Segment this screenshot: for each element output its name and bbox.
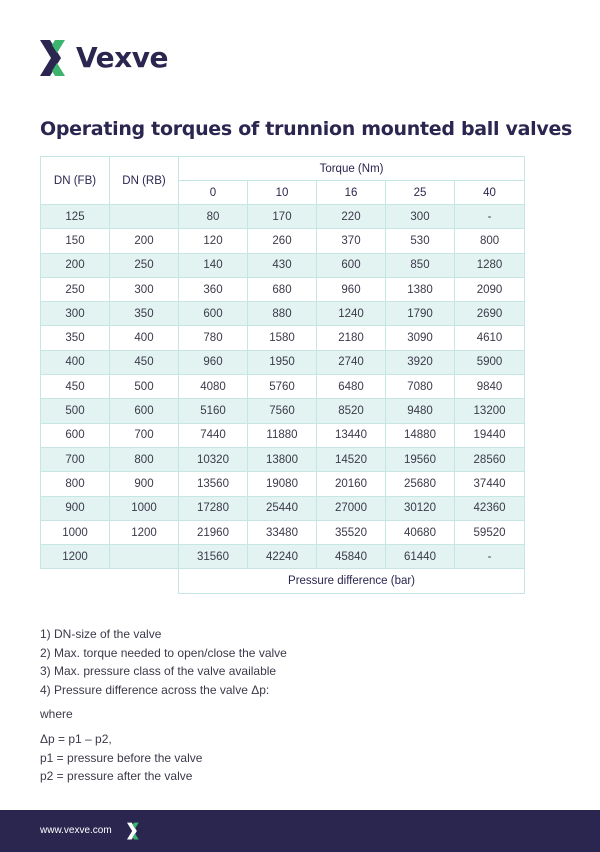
cell-torque-p10: 1950 (248, 350, 317, 374)
cell-torque-p40: 13200 (455, 399, 525, 423)
cell-torque-p25: 25680 (386, 472, 455, 496)
col-header-pressure-25: 25 (386, 181, 455, 205)
cell-dn-rb: 1000 (110, 496, 179, 520)
cell-torque-p25: 61440 (386, 545, 455, 569)
table-row (41, 496, 525, 520)
table-row (41, 472, 525, 496)
table-row (41, 545, 525, 569)
cell-dn-rb: 200 (110, 229, 179, 253)
cell-torque-p40: 5900 (455, 350, 525, 374)
vexve-logo-mark-icon (40, 40, 72, 76)
cell-torque-p0: 360 (179, 277, 248, 301)
torque-table-header (41, 157, 525, 205)
page-footer (0, 810, 600, 852)
cell-dn-fb: 300 (41, 302, 110, 326)
cell-dn-rb: 800 (110, 447, 179, 471)
cell-dn-fb: 1200 (41, 545, 110, 569)
cell-dn-rb: 450 (110, 350, 179, 374)
cell-dn-fb: 450 (41, 375, 110, 399)
cell-torque-p25: 1380 (386, 277, 455, 301)
table-row (41, 229, 525, 253)
vexve-logo[interactable] (40, 40, 168, 76)
cell-torque-p25: 19560 (386, 447, 455, 471)
table-row (41, 277, 525, 301)
cell-torque-p16: 2180 (317, 326, 386, 350)
cell-torque-p0: 960 (179, 350, 248, 374)
cell-dn-fb: 900 (41, 496, 110, 520)
table-row (41, 520, 525, 544)
cell-dn-rb: 250 (110, 253, 179, 277)
cell-dn-fb: 200 (41, 253, 110, 277)
cell-dn-rb: 300 (110, 277, 179, 301)
torque-table (40, 156, 525, 594)
cell-torque-p0: 780 (179, 326, 248, 350)
cell-torque-p16: 6480 (317, 375, 386, 399)
footnote-3: 3) Max. pressure class of the valve available (40, 664, 277, 679)
cell-torque-p0: 4080 (179, 375, 248, 399)
cell-torque-p25: 14880 (386, 423, 455, 447)
cell-torque-p10: 19080 (248, 472, 317, 496)
cell-torque-p16: 220 (317, 205, 386, 229)
cell-torque-p10: 170 (248, 205, 317, 229)
cell-torque-p40: - (455, 205, 525, 229)
cell-torque-p0: 7440 (179, 423, 248, 447)
cell-dn-fb: 700 (41, 447, 110, 471)
cell-torque-p25: 3920 (386, 350, 455, 374)
table-row (41, 326, 525, 350)
cell-torque-p40: 1280 (455, 253, 525, 277)
cell-torque-p40: 2690 (455, 302, 525, 326)
cell-dn-fb: 1000 (41, 520, 110, 544)
cell-torque-p40: 59520 (455, 520, 525, 544)
cell-torque-p16: 45840 (317, 545, 386, 569)
cell-dn-fb: 800 (41, 472, 110, 496)
cell-torque-p16: 35520 (317, 520, 386, 544)
cell-torque-p40: 2090 (455, 277, 525, 301)
footnote-4: 4) Pressure difference across the valve Δp: (40, 682, 270, 697)
cell-dn-rb: 700 (110, 423, 179, 447)
cell-dn-rb: 500 (110, 375, 179, 399)
cell-torque-p16: 27000 (317, 496, 386, 520)
table-row (41, 375, 525, 399)
cell-torque-p0: 13560 (179, 472, 248, 496)
cell-torque-p10: 25440 (248, 496, 317, 520)
cell-dn-fb: 150 (41, 229, 110, 253)
formula-line-2: p1 = pressure before the valve (40, 750, 203, 765)
table-row (41, 253, 525, 277)
cell-torque-p25: 530 (386, 229, 455, 253)
vexve-mark-icon (127, 822, 142, 840)
footer-website-link[interactable]: www.vexve.com (40, 825, 112, 836)
cell-torque-p40: 42360 (455, 496, 525, 520)
cell-dn-rb: 900 (110, 472, 179, 496)
cell-torque-p16: 8520 (317, 399, 386, 423)
cell-torque-p40: - (455, 545, 525, 569)
cell-torque-p10: 13800 (248, 447, 317, 471)
col-header-dn-rb: DN (RB) (110, 157, 179, 205)
formula-line-1: Δp = p1 – p2, (40, 731, 112, 746)
cell-dn-fb: 350 (41, 326, 110, 350)
cell-torque-p0: 10320 (179, 447, 248, 471)
table-row (41, 350, 525, 374)
cell-torque-p10: 11880 (248, 423, 317, 447)
footer-blank (41, 569, 179, 593)
cell-torque-p0: 17280 (179, 496, 248, 520)
cell-torque-p40: 19440 (455, 423, 525, 447)
pressure-difference-label: Pressure difference (bar) (179, 569, 525, 593)
where-label: where (40, 707, 73, 722)
cell-torque-p16: 14520 (317, 447, 386, 471)
table-row (41, 399, 525, 423)
cell-dn-rb: 400 (110, 326, 179, 350)
torque-table-footer (41, 569, 525, 593)
col-header-pressure-10: 10 (248, 181, 317, 205)
cell-torque-p25: 1790 (386, 302, 455, 326)
cell-torque-p40: 9840 (455, 375, 525, 399)
cell-dn-rb: 600 (110, 399, 179, 423)
cell-torque-p16: 960 (317, 277, 386, 301)
cell-torque-p10: 42240 (248, 545, 317, 569)
cell-dn-fb: 125 (41, 205, 110, 229)
footnotes (40, 625, 287, 786)
formula-line-3: p2 = pressure after the valve (40, 769, 193, 784)
cell-torque-p40: 800 (455, 229, 525, 253)
col-header-pressure-0: 0 (179, 181, 248, 205)
cell-torque-p40: 37440 (455, 472, 525, 496)
cell-dn-fb: 400 (41, 350, 110, 374)
cell-torque-p0: 120 (179, 229, 248, 253)
cell-torque-p10: 33480 (248, 520, 317, 544)
cell-torque-p10: 880 (248, 302, 317, 326)
col-header-pressure-16: 16 (317, 181, 386, 205)
col-header-torque: Torque (Nm) (179, 157, 525, 181)
cell-torque-p25: 300 (386, 205, 455, 229)
cell-torque-p16: 600 (317, 253, 386, 277)
page-title: Operating torques of trunnion mounted ball valves (40, 118, 573, 140)
table-row (41, 447, 525, 471)
cell-torque-p16: 370 (317, 229, 386, 253)
cell-dn-rb (110, 205, 179, 229)
table-row (41, 205, 525, 229)
brand-name: Vexve (76, 41, 168, 74)
cell-torque-p40: 28560 (455, 447, 525, 471)
cell-torque-p10: 1580 (248, 326, 317, 350)
cell-torque-p16: 2740 (317, 350, 386, 374)
cell-torque-p0: 31560 (179, 545, 248, 569)
cell-dn-rb: 1200 (110, 520, 179, 544)
cell-torque-p25: 7080 (386, 375, 455, 399)
cell-torque-p16: 20160 (317, 472, 386, 496)
cell-torque-p0: 600 (179, 302, 248, 326)
cell-torque-p25: 30120 (386, 496, 455, 520)
cell-torque-p0: 140 (179, 253, 248, 277)
cell-torque-p16: 13440 (317, 423, 386, 447)
cell-torque-p40: 4610 (455, 326, 525, 350)
table-row (41, 423, 525, 447)
col-header-pressure-40: 40 (455, 181, 525, 205)
cell-dn-rb (110, 545, 179, 569)
cell-dn-fb: 250 (41, 277, 110, 301)
cell-torque-p10: 430 (248, 253, 317, 277)
cell-torque-p16: 1240 (317, 302, 386, 326)
cell-torque-p0: 80 (179, 205, 248, 229)
cell-torque-p10: 680 (248, 277, 317, 301)
cell-torque-p0: 21960 (179, 520, 248, 544)
cell-torque-p25: 40680 (386, 520, 455, 544)
table-row (41, 302, 525, 326)
cell-dn-fb: 600 (41, 423, 110, 447)
cell-torque-p10: 7560 (248, 399, 317, 423)
cell-torque-p0: 5160 (179, 399, 248, 423)
footnote-2: 2) Max. torque needed to open/close the valve (40, 645, 287, 660)
cell-torque-p25: 3090 (386, 326, 455, 350)
cell-dn-rb: 350 (110, 302, 179, 326)
cell-torque-p10: 5760 (248, 375, 317, 399)
torque-table-body (41, 205, 525, 569)
cell-torque-p25: 850 (386, 253, 455, 277)
cell-dn-fb: 500 (41, 399, 110, 423)
col-header-dn-fb: DN (FB) (41, 157, 110, 205)
cell-torque-p25: 9480 (386, 399, 455, 423)
footnote-1: 1) DN-size of the valve (40, 627, 162, 641)
cell-torque-p10: 260 (248, 229, 317, 253)
